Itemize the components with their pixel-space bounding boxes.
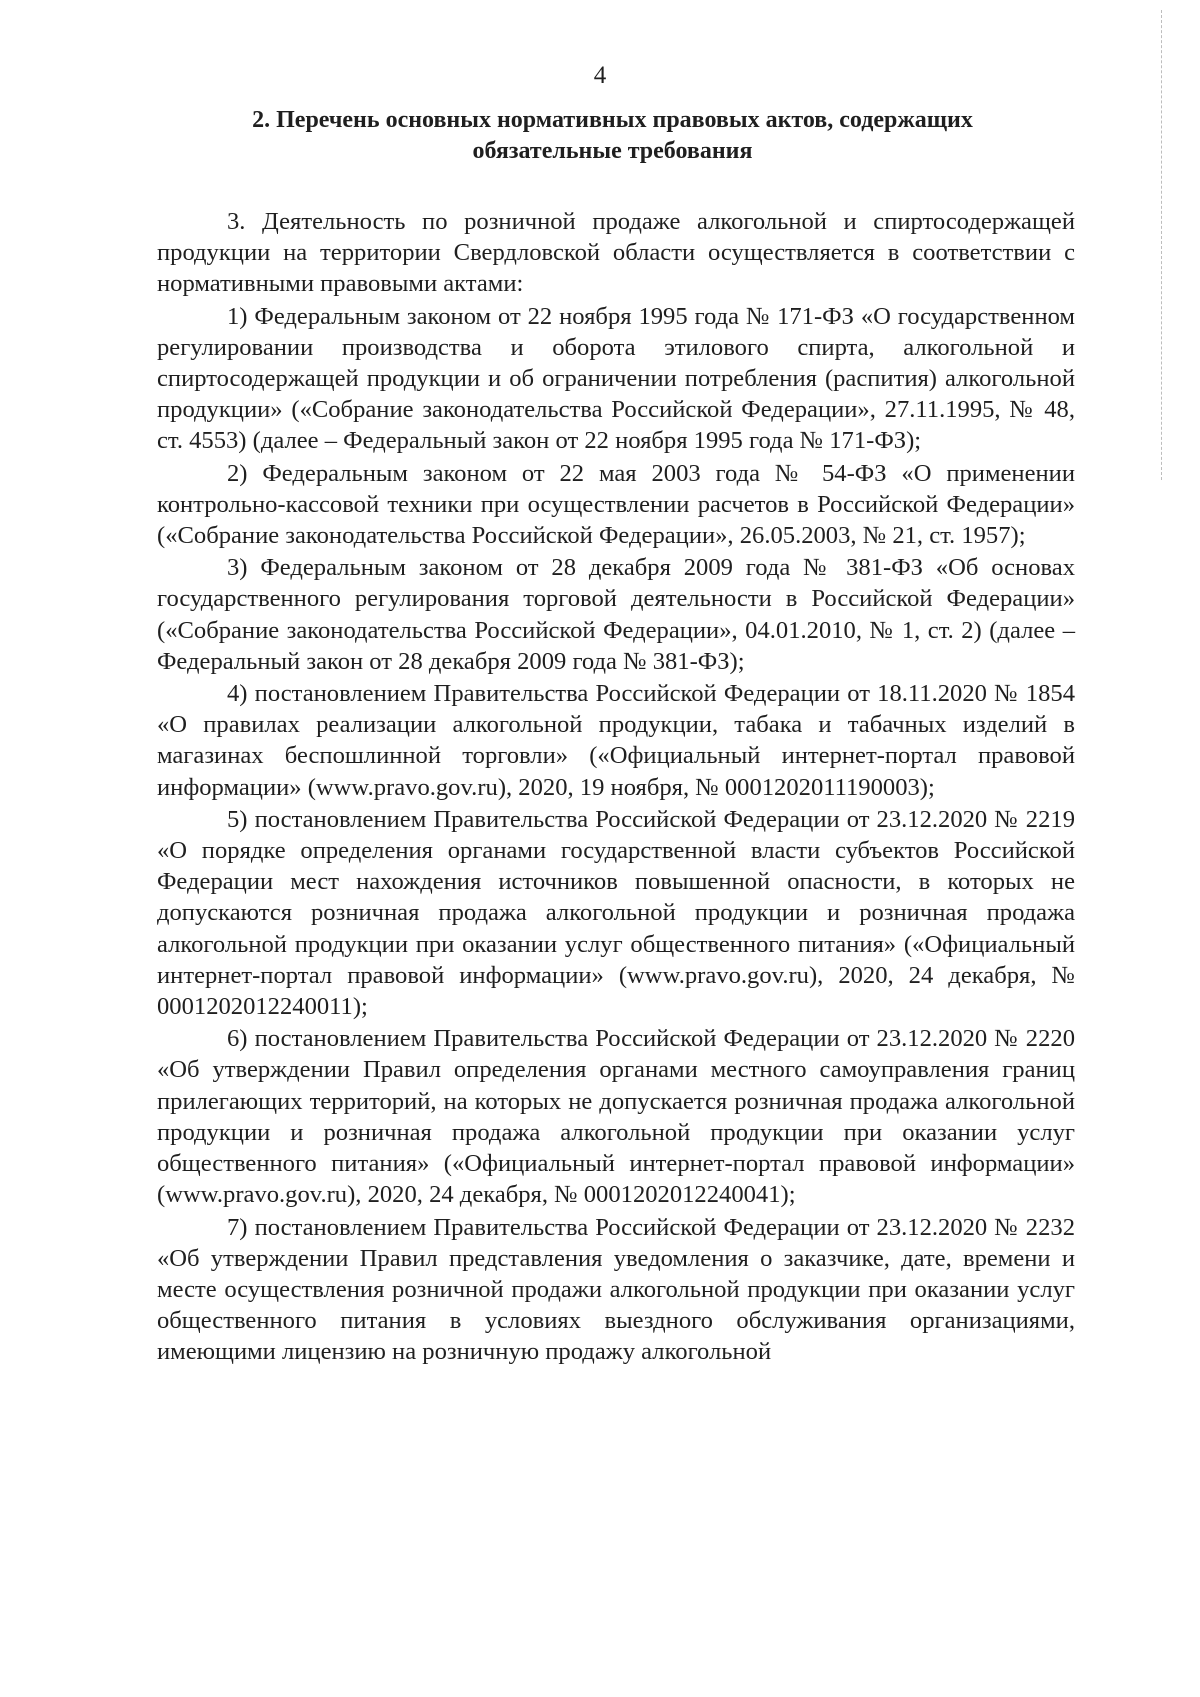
section-heading-line-1: 2. Перечень основных нормативных правовых актов, содержащих [252, 107, 973, 133]
list-item-6: 6) постановлением Правительства Российской Федерации от 23.12.2020 № 2220 «Об утверждении Правил определения органами местного самоуправления границ прилегающих территорий, на которых не допускается розничная продажа алкогольной продукции и розничная продажа алкогольной продукции при оказании услуг общественного питания» («Официальный интернет-портал правовой информации» (www.pravo.gov.ru), 2020, 24 декабря, № 0001202012240041); [157, 1025, 1075, 1209]
document-body [157, 206, 1075, 1368]
list-item-5: 5) постановлением Правительства Российской Федерации от 23.12.2020 № 2219 «О порядке определения органами государственной власти субъектов Российской Федерации мест нахождения источников повышенной опасности, в которых не допускаются розничная продажа алкогольной продукции и розничная продажа алкогольной продукции при оказании услуг общественного питания» («Официальный интернет-портал правовой информации» (www.pravo.gov.ru), 2020, 24 декабря, № 0001202012240011); [157, 805, 1075, 1021]
list-item-3: 3) Федеральным законом от 28 декабря 2009 года № 381-ФЗ «Об основах государственного регулирования торговой деятельности в Российской Федерации» («Собрание законодательства Российской Федерации», 04.01.2010, № 1, ст. 2) (далее – Федеральный закон от 28 декабря 2009 года № 381-ФЗ); [157, 554, 1075, 675]
list-item-7: 7) постановлением Правительства Российской Федерации от 23.12.2020 № 2232 «Об утверждении Правил представления уведомления о заказчике, дате, времени и месте осуществления розничной продажи алкогольной продукции при оказании услуг общественного питания в условиях выездного обслуживания организациями, имеющими лицензию на розничную продажу алкогольной [157, 1213, 1075, 1366]
page-number: 4 [593, 62, 607, 89]
section-heading-line-2: обязательные требования [472, 138, 753, 164]
paragraph-3: 3. Деятельность по розничной продаже алкогольной и спиртосодержащей продукции на территории Свердловской области осуществляется в соответствии с нормативными правовыми актами: [157, 208, 1075, 298]
list-item-4: 4) постановлением Правительства Российской Федерации от 18.11.2020 № 1854 «О правилах реализации алкогольной продукции, табака и табачных изделий в магазинах беспошлинной торговли» («Официальный интернет-портал правовой информации» (www.pravo.gov.ru), 2020, 19 ноября, № 0001202011190003); [157, 680, 1075, 801]
list-item-1: 1) Федеральным законом от 22 ноября 1995 года № 171-ФЗ «О государственном регулировании производства и оборота этилового спирта, алкогольной и спиртосодержащей продукции и об ограничении потребления (распития) алкогольной продукции» («Собрание законодательства Российской Федерации», 27.11.1995, № 48, ст. 4553) (далее – Федеральный закон от 22 ноября 1995 года № 171-ФЗ); [157, 302, 1075, 455]
section-heading [150, 105, 1075, 167]
list-item-2: 2) Федеральным законом от 22 мая 2003 года № 54-ФЗ «О применении контрольно-кассовой техники при осуществлении расчетов в Российской Федерации» («Собрание законодательства Российской Федерации», 26.05.2003, № 21, ст. 1957); [157, 459, 1075, 550]
